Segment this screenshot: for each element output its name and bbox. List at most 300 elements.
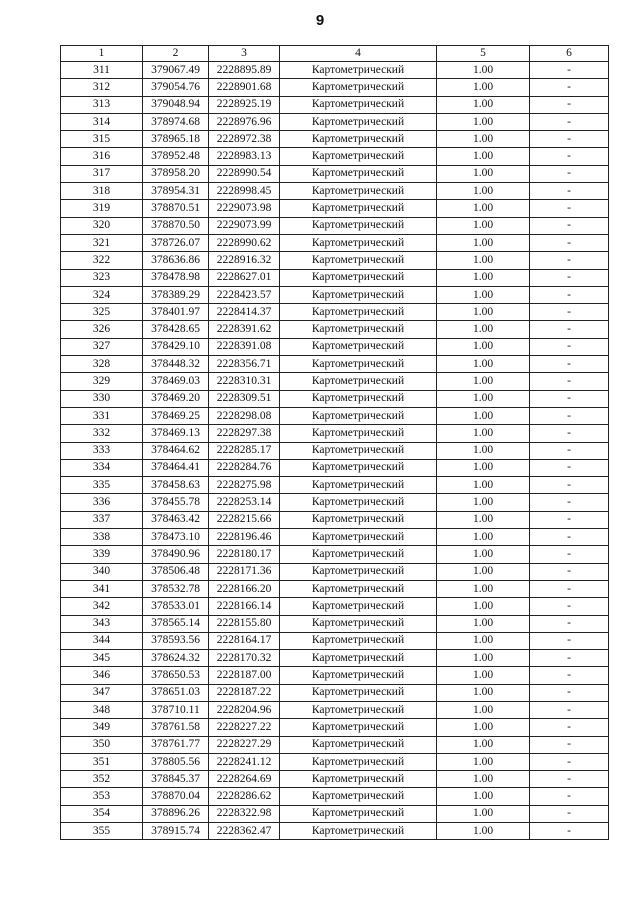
method-cell: Картометрический — [280, 753, 437, 770]
accuracy-cell: 1.00 — [437, 113, 530, 130]
table-row — [61, 701, 609, 718]
note-cell: - — [530, 165, 609, 182]
y-coordinate-cell: 2228227.22 — [209, 719, 280, 736]
y-coordinate-cell: 2228423.57 — [209, 286, 280, 303]
table-row — [61, 321, 609, 338]
accuracy-cell: 1.00 — [437, 632, 530, 649]
method-cell: Картометрический — [280, 667, 437, 684]
x-coordinate-cell: 378455.78 — [143, 494, 209, 511]
method-cell: Картометрический — [280, 200, 437, 217]
method-cell: Картометрический — [280, 252, 437, 269]
table-row — [61, 407, 609, 424]
method-cell: Картометрический — [280, 390, 437, 407]
method-cell: Картометрический — [280, 62, 437, 79]
accuracy-cell: 1.00 — [437, 598, 530, 615]
page-number: 9 — [315, 12, 325, 29]
method-cell: Картометрический — [280, 477, 437, 494]
y-coordinate-cell: 2228901.68 — [209, 79, 280, 96]
accuracy-cell: 1.00 — [437, 459, 530, 476]
y-coordinate-cell: 2228227.29 — [209, 736, 280, 753]
y-coordinate-cell: 2228990.62 — [209, 234, 280, 251]
note-cell: - — [530, 805, 609, 822]
x-coordinate-cell: 378478.98 — [143, 269, 209, 286]
point-number-cell: 339 — [61, 546, 143, 563]
point-number-cell: 344 — [61, 632, 143, 649]
point-number-cell: 335 — [61, 477, 143, 494]
x-coordinate-cell: 378845.37 — [143, 771, 209, 788]
x-coordinate-cell: 378463.42 — [143, 511, 209, 528]
table-row — [61, 373, 609, 390]
point-number-cell: 347 — [61, 684, 143, 701]
note-cell: - — [530, 183, 609, 200]
point-number-cell: 345 — [61, 650, 143, 667]
y-coordinate-cell: 2228171.36 — [209, 563, 280, 580]
note-cell: - — [530, 580, 609, 597]
method-cell: Картометрический — [280, 546, 437, 563]
x-coordinate-cell: 378533.01 — [143, 598, 209, 615]
note-cell: - — [530, 252, 609, 269]
method-cell: Картометрический — [280, 511, 437, 528]
point-number-cell: 350 — [61, 736, 143, 753]
note-cell: - — [530, 529, 609, 546]
point-number-cell: 336 — [61, 494, 143, 511]
note-cell: - — [530, 684, 609, 701]
table-row — [61, 667, 609, 684]
method-cell: Картометрический — [280, 148, 437, 165]
table-row — [61, 511, 609, 528]
accuracy-cell: 1.00 — [437, 511, 530, 528]
point-number-cell: 348 — [61, 701, 143, 718]
x-coordinate-cell: 378915.74 — [143, 823, 209, 840]
table-row — [61, 529, 609, 546]
method-cell: Картометрический — [280, 131, 437, 148]
note-cell: - — [530, 442, 609, 459]
y-coordinate-cell: 2228976.96 — [209, 113, 280, 130]
point-number-cell: 323 — [61, 269, 143, 286]
y-coordinate-cell: 2228285.17 — [209, 442, 280, 459]
point-number-cell: 319 — [61, 200, 143, 217]
point-number-cell: 329 — [61, 373, 143, 390]
y-coordinate-cell: 2228310.31 — [209, 373, 280, 390]
x-coordinate-cell: 378469.25 — [143, 407, 209, 424]
y-coordinate-cell: 2228264.69 — [209, 771, 280, 788]
accuracy-cell: 1.00 — [437, 442, 530, 459]
method-cell: Картометрический — [280, 338, 437, 355]
note-cell: - — [530, 736, 609, 753]
method-cell: Картометрический — [280, 459, 437, 476]
method-cell: Картометрический — [280, 356, 437, 373]
x-coordinate-cell: 378428.65 — [143, 321, 209, 338]
y-coordinate-cell: 2228166.20 — [209, 580, 280, 597]
table-row — [61, 62, 609, 79]
point-number-cell: 326 — [61, 321, 143, 338]
point-number-cell: 341 — [61, 580, 143, 597]
table-row — [61, 650, 609, 667]
point-number-cell: 338 — [61, 529, 143, 546]
point-number-cell: 331 — [61, 407, 143, 424]
point-number-cell: 317 — [61, 165, 143, 182]
table-row — [61, 217, 609, 234]
method-cell: Картометрический — [280, 684, 437, 701]
note-cell: - — [530, 373, 609, 390]
accuracy-cell: 1.00 — [437, 234, 530, 251]
note-cell: - — [530, 753, 609, 770]
accuracy-cell: 1.00 — [437, 96, 530, 113]
x-coordinate-cell: 378952.48 — [143, 148, 209, 165]
accuracy-cell: 1.00 — [437, 753, 530, 770]
table-row — [61, 494, 609, 511]
table-row — [61, 684, 609, 701]
method-cell: Картометрический — [280, 615, 437, 632]
table-row — [61, 615, 609, 632]
y-coordinate-cell: 2228164.17 — [209, 632, 280, 649]
y-coordinate-cell: 2228297.38 — [209, 425, 280, 442]
accuracy-cell: 1.00 — [437, 667, 530, 684]
accuracy-cell: 1.00 — [437, 701, 530, 718]
x-coordinate-cell: 379048.94 — [143, 96, 209, 113]
table-row — [61, 96, 609, 113]
method-cell: Картометрический — [280, 373, 437, 390]
note-cell: - — [530, 234, 609, 251]
table-row — [61, 563, 609, 580]
y-coordinate-cell: 2228253.14 — [209, 494, 280, 511]
method-cell: Картометрический — [280, 321, 437, 338]
x-coordinate-cell: 378401.97 — [143, 304, 209, 321]
point-number-cell: 312 — [61, 79, 143, 96]
method-cell: Картометрический — [280, 529, 437, 546]
method-cell: Картометрический — [280, 79, 437, 96]
accuracy-cell: 1.00 — [437, 805, 530, 822]
table-row — [61, 356, 609, 373]
y-coordinate-cell: 2228204.96 — [209, 701, 280, 718]
y-coordinate-cell: 2228983.13 — [209, 148, 280, 165]
note-cell: - — [530, 286, 609, 303]
note-cell: - — [530, 200, 609, 217]
accuracy-cell: 1.00 — [437, 425, 530, 442]
x-coordinate-cell: 378593.56 — [143, 632, 209, 649]
method-cell: Картометрический — [280, 183, 437, 200]
method-cell: Картометрический — [280, 96, 437, 113]
x-coordinate-cell: 378870.50 — [143, 217, 209, 234]
y-coordinate-cell: 2228166.14 — [209, 598, 280, 615]
table-row — [61, 390, 609, 407]
accuracy-cell: 1.00 — [437, 62, 530, 79]
accuracy-cell: 1.00 — [437, 286, 530, 303]
column-header: 5 — [437, 46, 530, 62]
point-number-cell: 327 — [61, 338, 143, 355]
x-coordinate-cell: 378429.10 — [143, 338, 209, 355]
point-number-cell: 354 — [61, 805, 143, 822]
table-row — [61, 736, 609, 753]
point-number-cell: 352 — [61, 771, 143, 788]
x-coordinate-cell: 378958.20 — [143, 165, 209, 182]
x-coordinate-cell: 378896.26 — [143, 805, 209, 822]
y-coordinate-cell: 2228972.38 — [209, 131, 280, 148]
x-coordinate-cell: 378974.68 — [143, 113, 209, 130]
point-number-cell: 343 — [61, 615, 143, 632]
table-row — [61, 823, 609, 840]
accuracy-cell: 1.00 — [437, 788, 530, 805]
y-coordinate-cell: 2228356.71 — [209, 356, 280, 373]
method-cell: Картометрический — [280, 719, 437, 736]
note-cell: - — [530, 131, 609, 148]
point-number-cell: 314 — [61, 113, 143, 130]
x-coordinate-cell: 378651.03 — [143, 684, 209, 701]
table-row — [61, 286, 609, 303]
x-coordinate-cell: 378565.14 — [143, 615, 209, 632]
y-coordinate-cell: 2228170.32 — [209, 650, 280, 667]
y-coordinate-cell: 2228215.66 — [209, 511, 280, 528]
point-number-cell: 328 — [61, 356, 143, 373]
y-coordinate-cell: 2228391.08 — [209, 338, 280, 355]
accuracy-cell: 1.00 — [437, 494, 530, 511]
y-coordinate-cell: 2228414.37 — [209, 304, 280, 321]
x-coordinate-cell: 378506.48 — [143, 563, 209, 580]
note-cell: - — [530, 269, 609, 286]
note-cell: - — [530, 494, 609, 511]
point-number-cell: 349 — [61, 719, 143, 736]
x-coordinate-cell: 378761.77 — [143, 736, 209, 753]
y-coordinate-cell: 2228284.76 — [209, 459, 280, 476]
method-cell: Картометрический — [280, 598, 437, 615]
table-row — [61, 805, 609, 822]
method-cell: Картометрический — [280, 632, 437, 649]
method-cell: Картометрический — [280, 442, 437, 459]
note-cell: - — [530, 390, 609, 407]
y-coordinate-cell: 2228998.45 — [209, 183, 280, 200]
x-coordinate-cell: 378532.78 — [143, 580, 209, 597]
note-cell: - — [530, 823, 609, 840]
accuracy-cell: 1.00 — [437, 338, 530, 355]
x-coordinate-cell: 378448.32 — [143, 356, 209, 373]
point-number-cell: 313 — [61, 96, 143, 113]
accuracy-cell: 1.00 — [437, 650, 530, 667]
table-row — [61, 200, 609, 217]
column-header: 1 — [61, 46, 143, 62]
method-cell: Картометрический — [280, 407, 437, 424]
note-cell: - — [530, 563, 609, 580]
table-row — [61, 338, 609, 355]
method-cell: Картометрический — [280, 165, 437, 182]
table-row — [61, 546, 609, 563]
table-row — [61, 113, 609, 130]
accuracy-cell: 1.00 — [437, 684, 530, 701]
table-row — [61, 477, 609, 494]
table-row — [61, 719, 609, 736]
note-cell: - — [530, 217, 609, 234]
method-cell: Картометрический — [280, 771, 437, 788]
table-row — [61, 269, 609, 286]
x-coordinate-cell: 378464.62 — [143, 442, 209, 459]
method-cell: Картометрический — [280, 494, 437, 511]
x-coordinate-cell: 379067.49 — [143, 62, 209, 79]
x-coordinate-cell: 378965.18 — [143, 131, 209, 148]
point-number-cell: 322 — [61, 252, 143, 269]
method-cell: Картометрический — [280, 217, 437, 234]
accuracy-cell: 1.00 — [437, 217, 530, 234]
method-cell: Картометрический — [280, 563, 437, 580]
point-number-cell: 334 — [61, 459, 143, 476]
table-header-row — [61, 46, 609, 62]
method-cell: Картометрический — [280, 269, 437, 286]
x-coordinate-cell: 378469.03 — [143, 373, 209, 390]
point-number-cell: 333 — [61, 442, 143, 459]
note-cell: - — [530, 459, 609, 476]
y-coordinate-cell: 2228275.98 — [209, 477, 280, 494]
table-row — [61, 183, 609, 200]
table-row — [61, 632, 609, 649]
y-coordinate-cell: 2228391.62 — [209, 321, 280, 338]
note-cell: - — [530, 304, 609, 321]
table-row — [61, 79, 609, 96]
point-number-cell: 337 — [61, 511, 143, 528]
note-cell: - — [530, 96, 609, 113]
note-cell: - — [530, 113, 609, 130]
x-coordinate-cell: 378469.20 — [143, 390, 209, 407]
accuracy-cell: 1.00 — [437, 563, 530, 580]
accuracy-cell: 1.00 — [437, 183, 530, 200]
method-cell: Картометрический — [280, 788, 437, 805]
table-body — [61, 62, 609, 840]
x-coordinate-cell: 378389.29 — [143, 286, 209, 303]
table-row — [61, 580, 609, 597]
accuracy-cell: 1.00 — [437, 356, 530, 373]
column-header: 4 — [280, 46, 437, 62]
method-cell: Картометрический — [280, 425, 437, 442]
accuracy-cell: 1.00 — [437, 615, 530, 632]
column-header: 3 — [209, 46, 280, 62]
note-cell: - — [530, 701, 609, 718]
x-coordinate-cell: 378624.32 — [143, 650, 209, 667]
note-cell: - — [530, 321, 609, 338]
accuracy-cell: 1.00 — [437, 390, 530, 407]
y-coordinate-cell: 2229073.99 — [209, 217, 280, 234]
note-cell: - — [530, 667, 609, 684]
point-number-cell: 346 — [61, 667, 143, 684]
accuracy-cell: 1.00 — [437, 321, 530, 338]
y-coordinate-cell: 2228895.89 — [209, 62, 280, 79]
method-cell: Картометрический — [280, 113, 437, 130]
point-number-cell: 332 — [61, 425, 143, 442]
accuracy-cell: 1.00 — [437, 148, 530, 165]
accuracy-cell: 1.00 — [437, 823, 530, 840]
x-coordinate-cell: 378650.53 — [143, 667, 209, 684]
accuracy-cell: 1.00 — [437, 131, 530, 148]
point-number-cell: 324 — [61, 286, 143, 303]
y-coordinate-cell: 2228916.32 — [209, 252, 280, 269]
table-row — [61, 304, 609, 321]
x-coordinate-cell: 378458.63 — [143, 477, 209, 494]
note-cell: - — [530, 546, 609, 563]
table-row — [61, 148, 609, 165]
y-coordinate-cell: 2228180.17 — [209, 546, 280, 563]
note-cell: - — [530, 356, 609, 373]
y-coordinate-cell: 2228241.12 — [209, 753, 280, 770]
method-cell: Картометрический — [280, 234, 437, 251]
x-coordinate-cell: 378870.04 — [143, 788, 209, 805]
accuracy-cell: 1.00 — [437, 771, 530, 788]
table-row — [61, 788, 609, 805]
method-cell: Картометрический — [280, 286, 437, 303]
column-header: 6 — [530, 46, 609, 62]
method-cell: Картометрический — [280, 650, 437, 667]
note-cell: - — [530, 511, 609, 528]
point-number-cell: 320 — [61, 217, 143, 234]
accuracy-cell: 1.00 — [437, 252, 530, 269]
accuracy-cell: 1.00 — [437, 477, 530, 494]
method-cell: Картометрический — [280, 823, 437, 840]
point-number-cell: 342 — [61, 598, 143, 615]
note-cell: - — [530, 632, 609, 649]
x-coordinate-cell: 378464.41 — [143, 459, 209, 476]
y-coordinate-cell: 2228196.46 — [209, 529, 280, 546]
note-cell: - — [530, 62, 609, 79]
point-number-cell: 311 — [61, 62, 143, 79]
point-number-cell: 353 — [61, 788, 143, 805]
y-coordinate-cell: 2228286.62 — [209, 788, 280, 805]
point-number-cell: 351 — [61, 753, 143, 770]
accuracy-cell: 1.00 — [437, 407, 530, 424]
accuracy-cell: 1.00 — [437, 736, 530, 753]
note-cell: - — [530, 477, 609, 494]
note-cell: - — [530, 148, 609, 165]
note-cell: - — [530, 788, 609, 805]
accuracy-cell: 1.00 — [437, 373, 530, 390]
table-row — [61, 753, 609, 770]
table-row — [61, 252, 609, 269]
y-coordinate-cell: 2228627.01 — [209, 269, 280, 286]
column-header: 2 — [143, 46, 209, 62]
x-coordinate-cell: 378636.86 — [143, 252, 209, 269]
method-cell: Картометрический — [280, 736, 437, 753]
y-coordinate-cell: 2228187.00 — [209, 667, 280, 684]
table-row — [61, 459, 609, 476]
y-coordinate-cell: 2228298.08 — [209, 407, 280, 424]
point-number-cell: 355 — [61, 823, 143, 840]
y-coordinate-cell: 2228322.98 — [209, 805, 280, 822]
method-cell: Картометрический — [280, 701, 437, 718]
table-row — [61, 598, 609, 615]
y-coordinate-cell: 2228155.80 — [209, 615, 280, 632]
point-number-cell: 316 — [61, 148, 143, 165]
note-cell: - — [530, 407, 609, 424]
table-row — [61, 165, 609, 182]
accuracy-cell: 1.00 — [437, 79, 530, 96]
note-cell: - — [530, 338, 609, 355]
method-cell: Картометрический — [280, 580, 437, 597]
note-cell: - — [530, 598, 609, 615]
accuracy-cell: 1.00 — [437, 546, 530, 563]
point-number-cell: 340 — [61, 563, 143, 580]
point-number-cell: 330 — [61, 390, 143, 407]
y-coordinate-cell: 2228362.47 — [209, 823, 280, 840]
x-coordinate-cell: 379054.76 — [143, 79, 209, 96]
y-coordinate-cell: 2228925.19 — [209, 96, 280, 113]
accuracy-cell: 1.00 — [437, 580, 530, 597]
y-coordinate-cell: 2228187.22 — [209, 684, 280, 701]
y-coordinate-cell: 2228990.54 — [209, 165, 280, 182]
accuracy-cell: 1.00 — [437, 529, 530, 546]
x-coordinate-cell: 378870.51 — [143, 200, 209, 217]
x-coordinate-cell: 378954.31 — [143, 183, 209, 200]
note-cell: - — [530, 771, 609, 788]
table-row — [61, 442, 609, 459]
x-coordinate-cell: 378726.07 — [143, 234, 209, 251]
table-row — [61, 425, 609, 442]
accuracy-cell: 1.00 — [437, 269, 530, 286]
x-coordinate-cell: 378490.96 — [143, 546, 209, 563]
table-row — [61, 131, 609, 148]
